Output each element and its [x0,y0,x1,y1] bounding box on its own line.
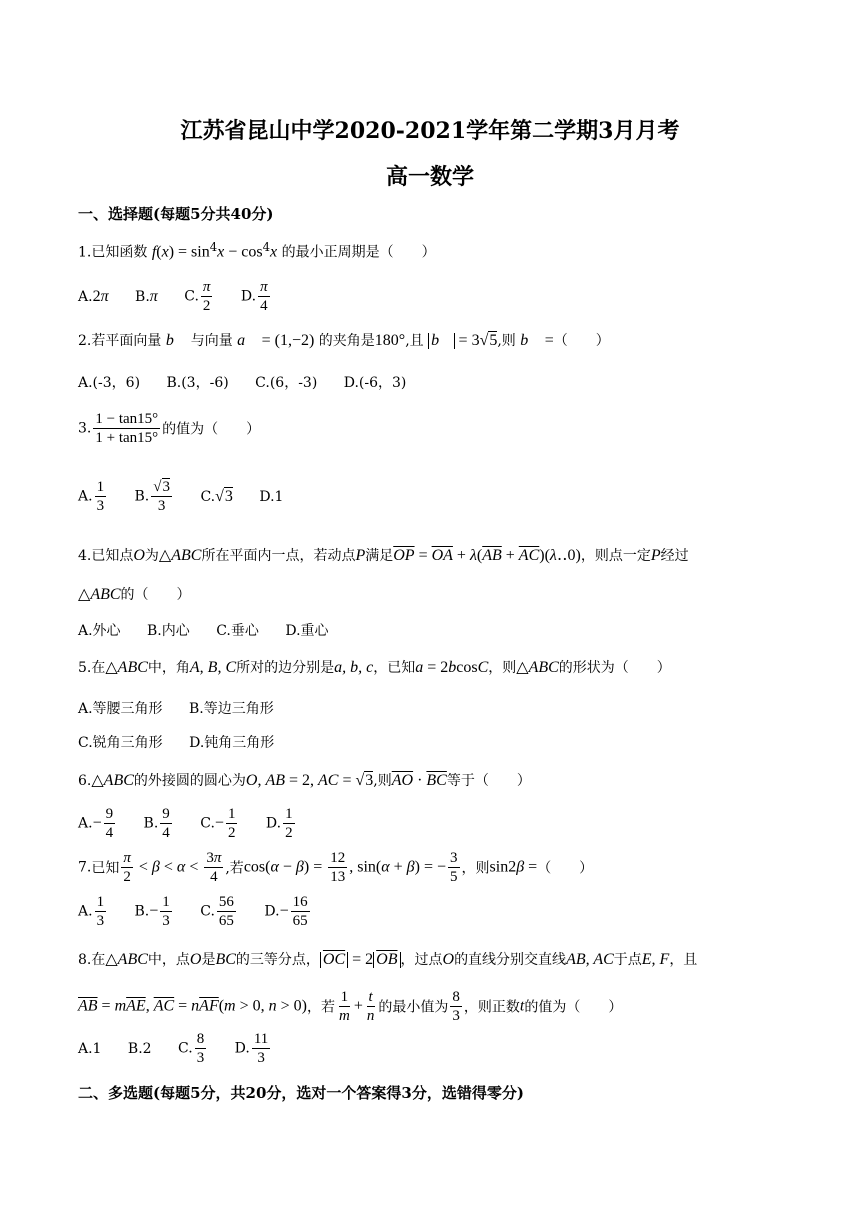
option-b: B.内心 [147,623,190,639]
option-c: C.− $\frac{1}{2}$ [200,806,236,841]
question-8-cont: $\overline{AB} = m\overline{AE}$, $\overline{AC} = n\overline{AF}(m > 0$, n > 0)，若 $\frac{1}{m}$ + $\frac{t}{n}$ 的最小值为 $\frac{8}{3}$ ，则正数t的值为（ ） [78,989,623,1024]
exam-subtitle: 高一数学 [385,164,474,190]
question-3-options [78,478,305,515]
option-c: C.√3 [200,487,233,505]
question-1: 1.已知函数 $f(x) = \sin^4x - \cos^4x$ 的最小正周期是（ ） [78,240,436,261]
option-d: D.− $\frac{16}{65}$ [264,894,308,929]
question-2-options [78,372,428,392]
option-d: D.(-6，3) [343,375,407,391]
question-7-options [78,893,334,930]
option-a: A. $\frac{1}{3}$ [78,479,105,514]
question-4-options [78,620,351,640]
option-c: C. $\frac{56}{65}$ [200,894,234,929]
question-1-options [78,278,294,315]
option-b: B. $\frac{√3}{3}$ [134,479,170,514]
option-a: A.等腰三角形 [78,701,163,717]
option-d: D. $\frac{\pi}{4}$ [240,279,268,314]
option-b: B.− $\frac{1}{3}$ [134,894,170,929]
option-a: A.− $\frac{9}{4}$ [78,806,114,841]
question-8-options [78,1030,294,1067]
option-d: D.1 [259,488,284,505]
option-b: B. $\frac{9}{4}$ [143,806,170,841]
question-4: 4.已知点O为△ABC所在平面内一点，若动点P满足$\overline{OP} = \overline{OA} + \lambda(\overline{AB}$ + $\overline{AC})(\lambda‥0)$，则点一定P经过 [78,547,689,564]
option-d: D.重心 [285,623,329,639]
option-b: B.等边三角形 [189,701,274,717]
option-d: D. $\frac{11}{3}$ [234,1031,269,1066]
question-4-cont: △ABC的（ ） [78,586,191,603]
question-5-options-row2 [78,732,296,752]
option-c: C.锐角三角形 [78,735,163,751]
option-a: A. $\frac{1}{3}$ [78,894,105,929]
option-c: C.(6，-3) [255,375,318,391]
option-a: A.外心 [78,623,121,639]
option-d: D.钝角三角形 [189,735,275,751]
option-c: C. $\frac{8}{3}$ [178,1031,205,1066]
question-6: 6.△ABC的外接圆的圆心为O, AB = 2, AC = √3,则$\overline{AO} \cdot \overline{BC}$等于（ ） [78,772,531,789]
option-b: B.2 [127,1040,152,1057]
question-8: 8.在△ABC中，点O是BC的三等分点， $\overline{OC} = 2$ $\overline{OB}$ ，过点O的直线分别交直线AB, AC于点E, F，且 [78,951,698,968]
question-5: 5.在△ABC中，角A, B, C所对的边分别是a, b, c，已知a = 2bcosC，则△ABC的形状为（ ） [78,659,671,676]
section-heading-multi: 二、多选题(每题5分，共20分，选对一个答案得3分，选错得零分) [78,1084,524,1102]
option-a: A.1 [78,1040,102,1057]
option-a: A.(-3，6) [78,375,141,391]
option-d: D. $\frac{1}{2}$ [265,806,293,841]
option-c: C. $\frac{\pi}{2}$ [184,279,211,314]
question-5-options-row1 [78,698,296,718]
exam-title: 江苏省昆山中学2020-2021学年第二学期3月月考 [180,118,680,144]
option-a: A.2π [78,287,109,305]
section-heading-choice: 一、选择题(每题5分共40分) [78,205,274,223]
question-2: 2.若平面向量 b⃗ 与向量 a⃗ = (1,−2) 的夹角是180°,且 b⃗ = 3√5,则 b⃗ =（ ） [78,332,610,349]
question-3: 3. $\frac{1 - \tan 15^\circ}{1 + \tan 15^\circ}$ 的值为（ ） [78,411,261,446]
option-b: B.(3，-6) [166,375,229,391]
question-6-options [78,805,319,842]
option-b: B.π [135,287,158,305]
option-c: C.垂心 [216,623,259,639]
question-7: 7.已知 $\frac{\pi}{2}$ < β < α < $\frac{3\pi}{4}$ ,若cos(α − β) = $\frac{12}{13}$ , sin(α + β) = − $\frac{3}{5}$ ，则sin2β =（ ） [78,850,594,885]
